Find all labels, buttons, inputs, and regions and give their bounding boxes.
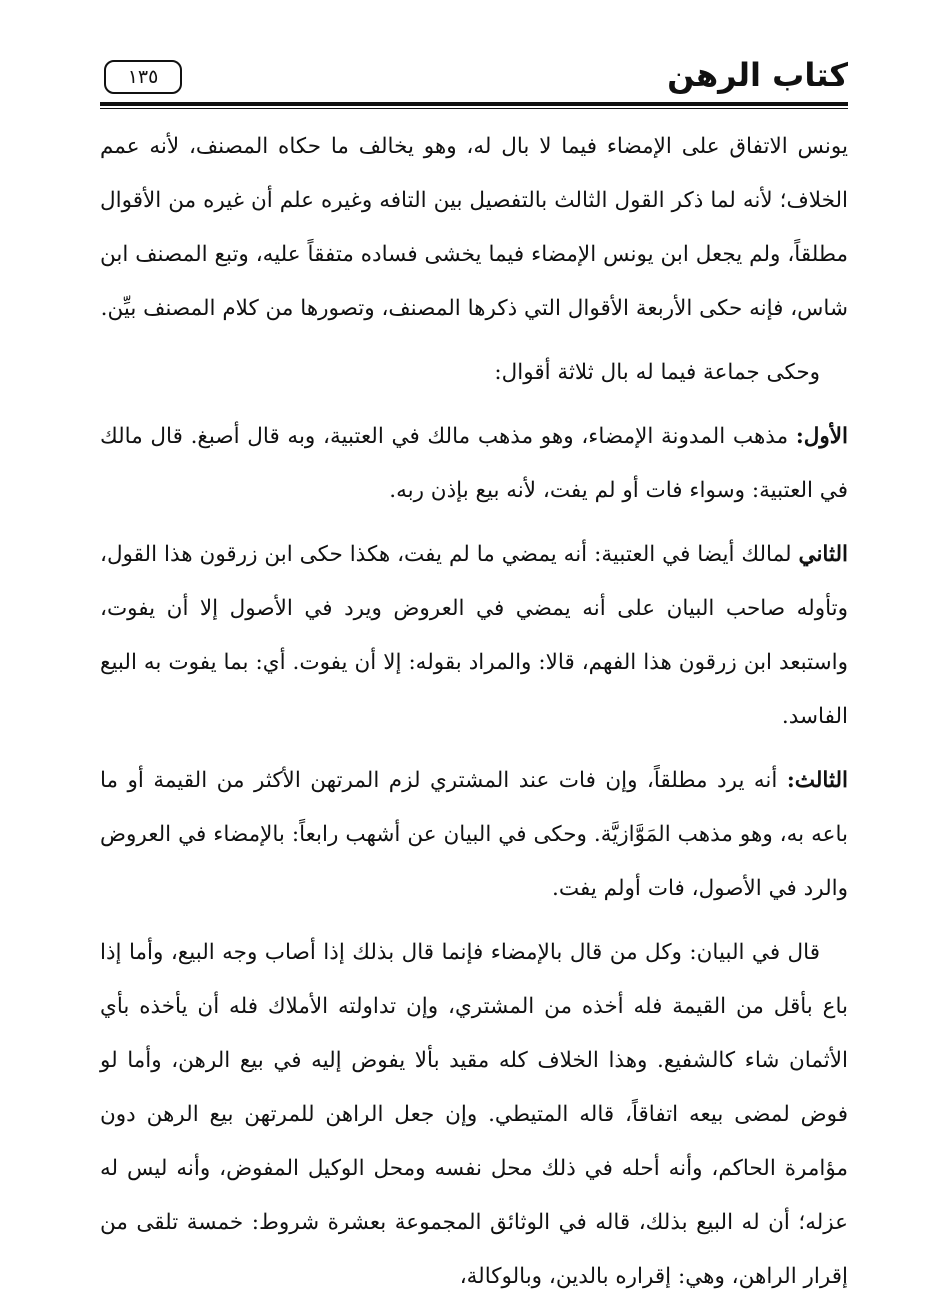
paragraph-continuation: [100, 120, 848, 336]
paragraph-second-opinion: [100, 528, 848, 744]
paragraph-first-opinion: [100, 410, 848, 518]
opinion-label-first: الأول:: [795, 424, 848, 449]
page-number: ١٣٥: [127, 66, 159, 88]
opinion-label-third: الثالث:: [786, 768, 848, 793]
paragraph-text: قال في البيان: وكل من قال بالإمضاء فإنما قال بذلك إذا أصاب وجه البيع، وأما إذا باع بأقل من القيمة فله أخذه من المشتري، وإن تداولته الأملاك فله أن يأخذه بأي الأثمان شاء كالشفيع. وهذا الخلاف كله مقيد بألا يفوض إليه في بيع الرهن، وأما لو فوض لمضى بيعه اتفاقاً، قاله المتيطي. وإن جعل الراهن للمرتهن بيع الرهن دون مؤامرة الحاكم، وأنه أحله في ذلك محل نفسه ومحل الوكيل المفوض، وأنه ليس له عزله؛ أن له البيع بذلك، قاله في الوثائق المجموعة بعشرة شروط: خمسة تلقى من إقرار الراهن، وهي: إقراره بالدين، وبالوكالة،: [100, 940, 848, 1289]
paragraph-intro-three-opinions: [100, 346, 848, 400]
paragraph-third-opinion: [100, 754, 848, 916]
header-rule: [100, 102, 848, 109]
paragraph-text: مذهب المدونة الإمضاء، وهو مذهب مالك في العتبية، وبه قال أصبغ. قال مالك في العتبية: وسواء فات أو لم يفت، لأنه بيع بإذن ربه.: [100, 424, 848, 503]
paragraph-text: وحكى جماعة فيما له بال ثلاثة أقوال:: [494, 360, 820, 385]
chapter-title: كتاب الرهن: [667, 56, 848, 94]
running-header: [100, 52, 848, 108]
paragraph-text: لمالك أيضا في العتبية: أنه يمضي ما لم يفت، هكذا حكى ابن زرقون هذا القول، وتأوله صاحب البيان على أنه يمضي في العروض ويرد في الأصول إلا أن يفوت، واستبعد ابن زرقون هذا الفهم، قالا: والمراد بقوله: إلا أن يفوت. أي: بما يفوت به البيع الفاسد.: [100, 542, 848, 729]
paragraph-al-bayan-quote: [100, 926, 848, 1304]
page-number-frame: [104, 60, 182, 94]
body-text: [100, 120, 848, 1314]
paragraph-text: أنه يرد مطلقاً، وإن فات عند المشتري لزم المرتهن الأكثر من القيمة أو ما باعه به، وهو مذهب المَوَّازيَّة. وحكى في البيان عن أشهب رابعاً: بالإمضاء في العروض والرد في الأصول، فات أولم يفت.: [100, 768, 848, 901]
paragraph-text: يونس الاتفاق على الإمضاء فيما لا بال له، وهو يخالف ما حكاه المصنف، لأنه عمم الخلاف؛ لأنه لما ذكر القول الثالث بالتفصيل بين التافه وغيره علم أن غيره من الأقوال مطلقاً، ولم يجعل ابن يونس الإمضاء فيما يخشى فساده متفقاً عليه، وتبع المصنف ابن شاس، فإنه حكى الأربعة الأقوال التي ذكرها المصنف، وتصورها من كلام المصنف بيِّن.: [100, 134, 848, 321]
opinion-label-second: الثاني: [798, 542, 848, 567]
